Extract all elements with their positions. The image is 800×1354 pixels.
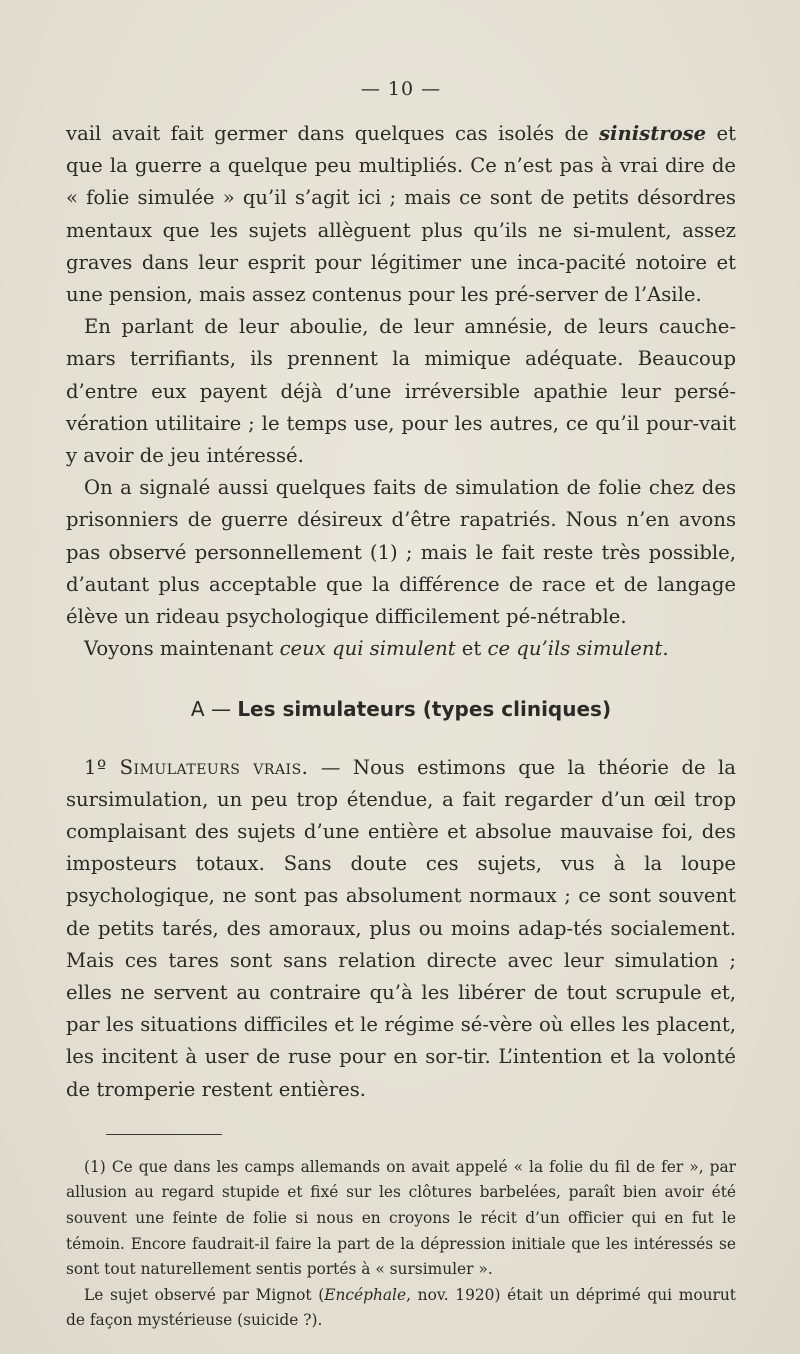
section-heading-prefix: A —: [190, 697, 238, 722]
paragraph-3: On a signalé aussi quelques faits de simulation de folie chez des prisonniers de guerre désireux d’être rapatriés. Nous n’en avons pas observé personnellement (1) ; mais le fait reste très possible, d’autant plus acceptable que la différence de race et de langage élève un rideau psychologique difficilement pé-nétrable.: [66, 476, 736, 629]
footnote-2-journal: Encéphale: [324, 1285, 407, 1304]
paragraph-4-text-a: Voyons maintenant: [84, 637, 280, 661]
section-heading: [66, 693, 736, 725]
paragraph-2: En parlant de leur aboulie, de leur amnésie, de leurs cauche-mars terrifiants, ils prennent la mimique adéquate. Beaucoup d’entre eux payent déjà d’une irréversible apathie leur persé-vération utilitaire ; le temps use, pour les autres, ce qu’il pour-vait y avoir de jeu intéressé.: [66, 315, 736, 468]
paragraph-1-text-c: et que la guerre a quelque peu multipliés. Ce n’est pas à vrai dire de « folie simulée » qu’il s’agit ici ; mais ce sont de petits désordres mentaux que les sujets allèguent plus qu’ils ne si-mulent, assez graves dans leur esprit pour légitimer une inca-pacité notoire et une pension, mais assez contenus pour les pré-server de l’Asile.: [66, 122, 737, 307]
paragraph-5-lead: 1º Simulateurs vrais.: [84, 755, 309, 779]
paragraph-5-text: — Nous estimons que la théorie de la sursimulation, un peu trop étendue, a fait regarder d’un œil trop complaisant des sujets d’une entière et absolue mauvaise foi, des imposteurs totaux. Sans doute ces sujets, vus à la loupe psychologique, ne sont pas absolument normaux ; ce sont souvent de petits tarés, des amoraux, plus ou moins adap-tés socialement. Mais ces tares sont sans relation directe avec leur simulation ; elles ne servent au contraire qu’à les libérer de tout scrupule et, par les situations difficiles et le régime sé-vère où elles les placent, les incitent à user de ruse pour en sor-tir. L’intention et la volonté de tromperie restent entières.: [66, 755, 736, 1101]
paragraph-1: [66, 118, 736, 311]
page-number: — 10 —: [360, 78, 442, 100]
footnote-rule: [106, 1134, 222, 1135]
paragraph-5: [66, 752, 736, 1106]
paragraph-4-emphasis-1: ceux qui simulent: [279, 637, 456, 661]
main-text: [66, 118, 736, 1106]
paragraph-4-emphasis-2: ce qu’ils simulent.: [487, 637, 669, 661]
footnote-2-text-c: , nov. 1920) était un déprimé qui mourut de façon mystérieuse (suicide ?).: [66, 1285, 736, 1330]
section-heading-title: Les simulateurs (types cliniques): [237, 697, 612, 722]
paragraph-1-emphasis: sinistrose: [599, 122, 707, 145]
paragraph-4-text-c: et: [455, 637, 488, 661]
footnote-1: (1) Ce que dans les camps allemands on avait appelé « la folie du fil de fer », par allusion au regard stupide et fixé sur les clôtures barbelées, paraît bien avoir été souvent une feinte de folie si nous en croyons le récit d’un officier qui en fut le témoin. Encore faudrait-il faire la part de la dépression initiale que les intéressés se sont tout naturellement sentis portés à « sursimuler ».: [66, 1157, 736, 1279]
paragraph-1-text-a: vail avait fait germer dans quelques cas isolés de: [66, 122, 600, 145]
footnotes: [66, 1155, 736, 1334]
footnote-2: [66, 1283, 736, 1334]
footnote-2-text-a: Le sujet observé par Mignot (: [84, 1285, 325, 1304]
paragraph-4: [66, 633, 736, 665]
